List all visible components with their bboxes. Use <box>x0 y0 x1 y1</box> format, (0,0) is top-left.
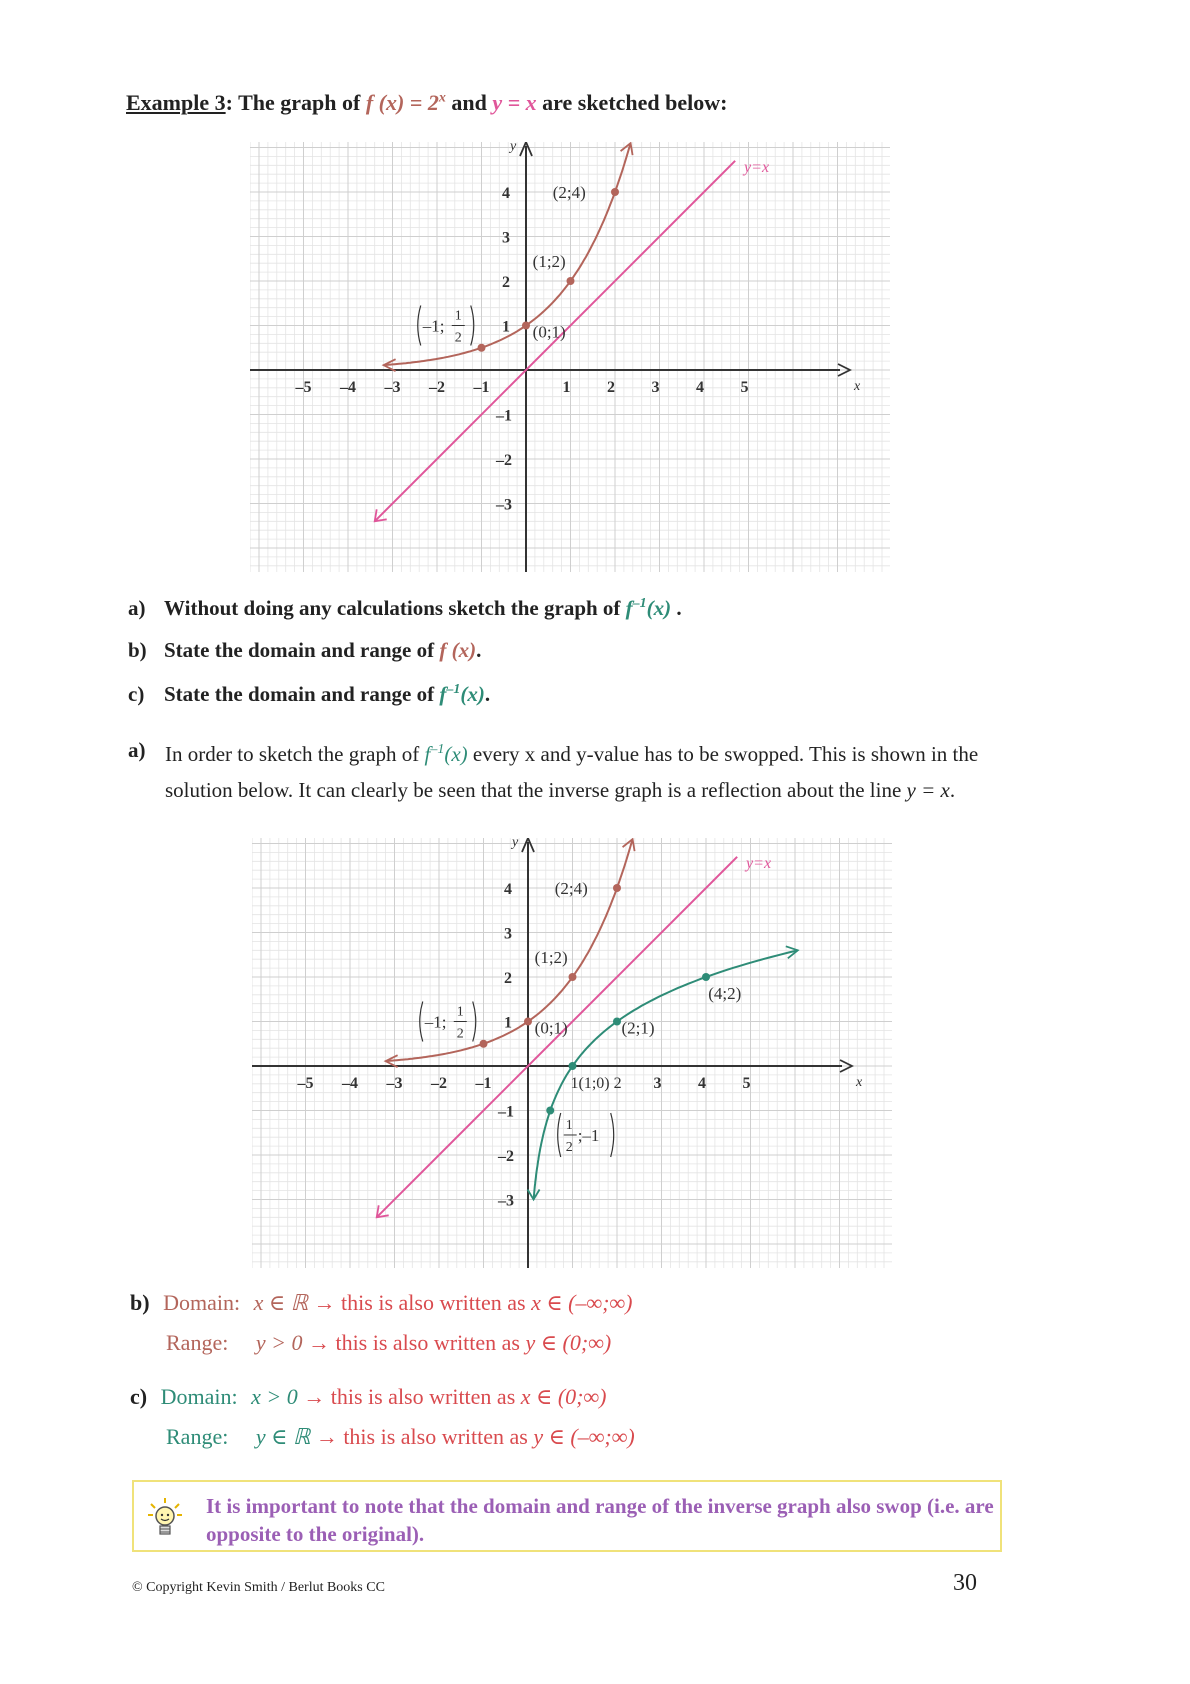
exponential-point <box>611 188 619 196</box>
range-c: Range: y ∈ ℝ → this is also written as y ∈ (–∞;∞) <box>166 1424 635 1449</box>
y-tick-label: –2 <box>496 452 512 469</box>
x-tick-label: –5 <box>295 379 312 396</box>
range-b: Range: y > 0 → this is also written as y ∈ (0;∞) <box>166 1330 612 1355</box>
y-tick-label: –3 <box>496 496 512 514</box>
f-expression: f $(x) = 2^x$ <box>365 90 446 115</box>
y-equals-x-label: y=x <box>744 158 770 176</box>
log-point <box>702 973 710 981</box>
note-text: It is important to note that the domain and range of the inverse graph also swop (i.e. are opposite to the original). <box>206 1494 994 1546</box>
y-axis-label: y <box>512 838 519 850</box>
point-label-minus1-2: ;–1 <box>577 1125 600 1145</box>
y-tick-label: 1 <box>504 1014 512 1032</box>
inverse-f: $f^{-1}(x)$ <box>439 682 485 706</box>
point-label-0-1: (0;1) <box>534 1018 568 1038</box>
exponential-point <box>522 322 530 330</box>
page-number: 30 <box>953 1570 977 1596</box>
x-axis-label: x <box>854 379 861 394</box>
y-tick-label: 3 <box>504 925 512 943</box>
y-tick-label: 4 <box>502 185 510 202</box>
y-equals-x-label: y=x <box>746 854 772 872</box>
example-title <box>126 90 727 116</box>
fraction-denominator: 2 <box>456 1026 464 1042</box>
question-c: c) State the domain and range of $f^{-1}(x)$. <box>128 682 491 706</box>
example-text-a: The graph of <box>238 90 361 115</box>
x-tick-label: –2 <box>429 379 445 396</box>
y-tick-label: 2 <box>504 970 512 987</box>
graph-2-svg <box>252 838 892 1268</box>
x-tick-label: 5 <box>740 379 749 396</box>
x-tick-label: –4 <box>342 1075 358 1092</box>
fraction-numerator-2: 1 <box>565 1117 573 1133</box>
point-label-0-1: (0;1) <box>532 322 566 342</box>
y-tick-label: –2 <box>498 1148 514 1165</box>
log-point <box>569 1062 577 1070</box>
example-text-b: are sketched below: <box>542 90 728 115</box>
graph-1 <box>250 142 890 572</box>
exponential-point <box>480 1040 488 1048</box>
x-axis-label: x <box>856 1075 863 1090</box>
point-label-1-2: (1;2) <box>532 252 566 271</box>
x-tick-label: 4 <box>698 1075 706 1092</box>
solution-a: a) In order to sketch the graph of $f^{-1}(x)$ every x and y-value has to be swopped. This is shown in the solution below. It can clearly be seen that the inverse graph is a reflection about the line y = x. <box>128 738 979 802</box>
x-tick-label: 2 <box>607 379 615 396</box>
y-tick-label: 4 <box>504 881 512 898</box>
inverse-f: $f^{-1}(x)$ <box>424 742 468 766</box>
y-tick-label: –1 <box>498 1103 514 1121</box>
y-expression: y = x <box>492 90 537 115</box>
fraction-denominator: 2 <box>454 330 462 346</box>
exponential-point <box>567 277 575 285</box>
log-point <box>546 1107 554 1115</box>
x-tick-label: –4 <box>340 379 356 396</box>
example-colon: : <box>225 90 233 115</box>
lightbulb-icon <box>148 1498 182 1543</box>
x-tick-label: –1 <box>473 379 490 396</box>
x-tick-label: 3 <box>653 1075 662 1092</box>
x-tick-label: 3 <box>651 379 660 396</box>
domain-c: c) Domain: x > 0 → this is also written as x ∈ (0;∞) <box>130 1384 607 1409</box>
point-label-4-2: (4;2) <box>708 984 742 1003</box>
y-tick-label: –1 <box>496 407 512 425</box>
fraction-denominator-2: 2 <box>565 1139 573 1155</box>
point-label-1-0: 1(1;0) 2 <box>570 1075 622 1092</box>
y-tick-label: 2 <box>502 274 510 291</box>
f-of-x: f (x) <box>439 638 477 662</box>
exponential-point <box>524 1018 532 1026</box>
point-label-2-4: (2;4) <box>552 183 586 202</box>
y-tick-label: –3 <box>498 1192 514 1210</box>
exponential-point <box>478 344 486 352</box>
x-tick-label: –3 <box>386 1075 403 1092</box>
inverse-f: $f^{-1}(x)$ <box>625 596 672 620</box>
y-tick-label: 1 <box>502 318 510 336</box>
y-tick-label: 3 <box>502 229 510 247</box>
question-a: a) Without doing any calculations sketch the graph of $f^{-1}(x)$ . <box>128 596 682 620</box>
point-label-2-4: (2;4) <box>554 879 588 898</box>
x-tick-label: 1 <box>562 379 571 396</box>
domain-b: b) Domain: x ∈ ℝ → this is also written as x ∈ (–∞;∞) <box>130 1290 633 1315</box>
x-tick-label: 5 <box>742 1075 751 1092</box>
x-tick-label: –3 <box>384 379 401 396</box>
y-axis-label: y <box>510 142 517 154</box>
x-tick-label: 4 <box>696 379 704 396</box>
fraction-numerator: 1 <box>454 308 462 324</box>
exponential-point <box>569 973 577 981</box>
log-point <box>613 1018 621 1026</box>
graph-1-svg <box>250 142 890 572</box>
example-and: and <box>451 90 487 115</box>
point-label-minus1: –1; <box>424 1012 447 1032</box>
exponential-point <box>613 884 621 892</box>
point-label-minus1: –1; <box>422 316 445 336</box>
copyright: © Copyright Kevin Smith / Berlut Books CC <box>132 1580 385 1595</box>
point-label-1-2: (1;2) <box>534 948 568 967</box>
graph-2 <box>252 838 892 1268</box>
x-tick-label: –1 <box>475 1075 492 1092</box>
x-tick-label: –2 <box>431 1075 447 1092</box>
point-label-2-1: (2;1) <box>621 1018 655 1038</box>
fraction-numerator: 1 <box>456 1004 464 1020</box>
x-tick-label: –5 <box>297 1075 314 1092</box>
example-label: Example 3 <box>126 90 226 115</box>
note-box <box>132 1480 1002 1552</box>
question-b: b) State the domain and range of f (x). <box>128 638 482 662</box>
